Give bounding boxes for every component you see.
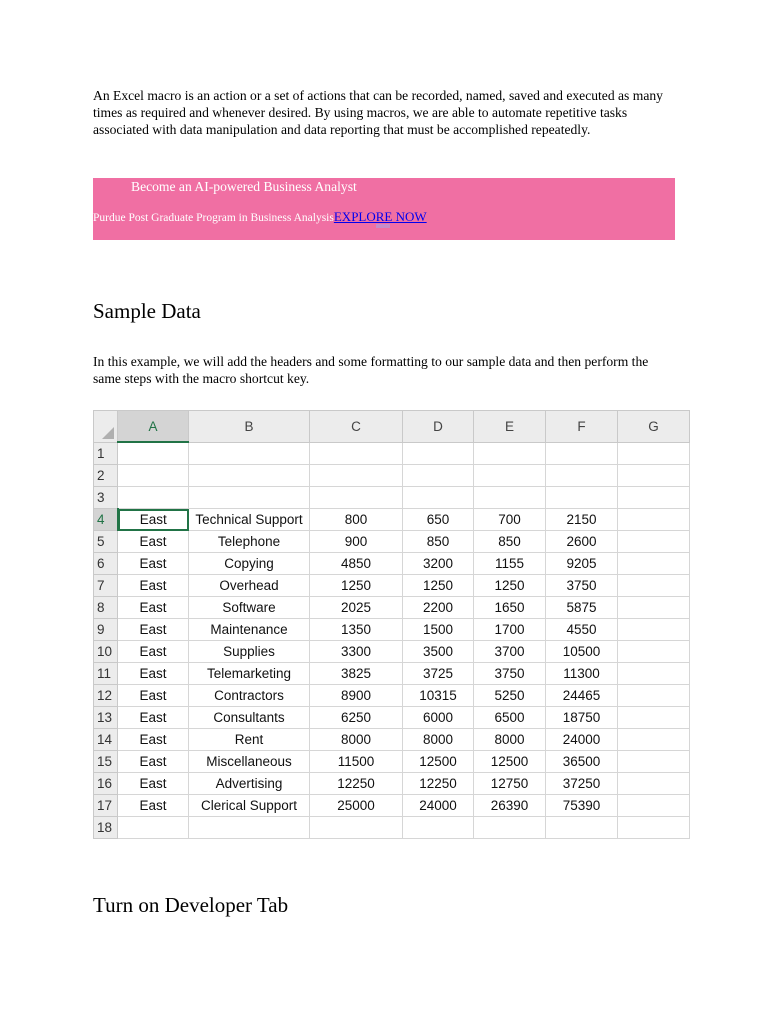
cell-d3[interactable]	[403, 487, 474, 509]
cell-a14[interactable]: East	[118, 729, 189, 751]
table-row	[94, 509, 690, 531]
row-header-6[interactable]: 6	[94, 553, 118, 575]
cell-e15[interactable]: 12500	[474, 751, 546, 773]
table-row	[94, 641, 690, 663]
table-row	[94, 575, 690, 597]
cell-e3[interactable]	[474, 487, 546, 509]
cell-a12[interactable]: East	[118, 685, 189, 707]
cell-c17[interactable]: 25000	[310, 795, 403, 817]
column-header-c[interactable]: C	[310, 411, 403, 443]
cell-a2[interactable]	[118, 465, 189, 487]
cell-e9[interactable]: 1700	[474, 619, 546, 641]
cell-b14[interactable]: Rent	[189, 729, 310, 751]
cell-a8[interactable]: East	[118, 597, 189, 619]
column-header-a[interactable]: A	[118, 411, 189, 443]
promo-subtitle-line	[93, 209, 427, 225]
cell-f18[interactable]	[546, 817, 618, 839]
cell-c4[interactable]: 800	[310, 509, 403, 531]
cell-f11[interactable]: 11300	[546, 663, 618, 685]
cell-g15[interactable]	[618, 751, 690, 773]
cell-e14[interactable]: 8000	[474, 729, 546, 751]
cell-c11[interactable]: 3825	[310, 663, 403, 685]
cell-b13[interactable]: Consultants	[189, 707, 310, 729]
cell-f4[interactable]: 2150	[546, 509, 618, 531]
cell-d13[interactable]: 6000	[403, 707, 474, 729]
cell-f16[interactable]: 37250	[546, 773, 618, 795]
cell-c6[interactable]: 4850	[310, 553, 403, 575]
select-all-corner[interactable]	[94, 411, 118, 443]
cell-c12[interactable]: 8900	[310, 685, 403, 707]
cell-f7[interactable]: 3750	[546, 575, 618, 597]
select-all-triangle-icon	[102, 427, 114, 439]
table-row	[94, 487, 690, 509]
promo-title: Become an AI-powered Business Analyst	[131, 179, 357, 194]
table-row	[94, 619, 690, 641]
cell-d14[interactable]: 8000	[403, 729, 474, 751]
cell-f12[interactable]: 24465	[546, 685, 618, 707]
table-row	[94, 817, 690, 839]
cell-a18[interactable]	[118, 817, 189, 839]
table-row	[94, 531, 690, 553]
table-row	[94, 465, 690, 487]
cell-d12[interactable]: 10315	[403, 685, 474, 707]
table-row	[94, 729, 690, 751]
sample-data-paragraph: In this example, we will add the headers and some formatting to our sample data and then perform the same steps with the macro shortcut key.	[93, 354, 649, 386]
cell-g4[interactable]	[618, 509, 690, 531]
column-header-g[interactable]: G	[618, 411, 690, 443]
cell-f3[interactable]	[546, 487, 618, 509]
table-row	[94, 663, 690, 685]
cell-c14[interactable]: 8000	[310, 729, 403, 751]
cell-g12[interactable]	[618, 685, 690, 707]
cell-g13[interactable]	[618, 707, 690, 729]
cell-a13[interactable]: East	[118, 707, 189, 729]
row-header-10[interactable]: 10	[94, 641, 118, 663]
cell-f8[interactable]: 5875	[546, 597, 618, 619]
cell-b12[interactable]: Contractors	[189, 685, 310, 707]
cell-e11[interactable]: 3750	[474, 663, 546, 685]
cell-b8[interactable]: Software	[189, 597, 310, 619]
cell-d4[interactable]: 650	[403, 509, 474, 531]
row-header-16[interactable]: 16	[94, 773, 118, 795]
cell-b15[interactable]: Miscellaneous	[189, 751, 310, 773]
cell-g2[interactable]	[618, 465, 690, 487]
table-row	[94, 707, 690, 729]
cell-f17[interactable]: 75390	[546, 795, 618, 817]
cell-a16[interactable]: East	[118, 773, 189, 795]
row-header-17[interactable]: 17	[94, 795, 118, 817]
cell-b9[interactable]: Maintenance	[189, 619, 310, 641]
cell-d8[interactable]: 2200	[403, 597, 474, 619]
cell-c8[interactable]: 2025	[310, 597, 403, 619]
cell-c9[interactable]: 1350	[310, 619, 403, 641]
cell-d16[interactable]: 12250	[403, 773, 474, 795]
cell-b11[interactable]: Telemarketing	[189, 663, 310, 685]
promo-subtitle: Purdue Post Graduate Program in Business Analysis	[93, 212, 334, 224]
cell-d5[interactable]: 850	[403, 531, 474, 553]
column-header-f[interactable]: F	[546, 411, 618, 443]
cell-e4[interactable]: 700	[474, 509, 546, 531]
promo-link-decoration	[376, 224, 390, 228]
table-row	[94, 685, 690, 707]
cell-g14[interactable]	[618, 729, 690, 751]
spreadsheet-screenshot	[93, 410, 691, 834]
cell-d2[interactable]	[403, 465, 474, 487]
row-header-18[interactable]: 18	[94, 817, 118, 839]
table-row	[94, 553, 690, 575]
cell-e8[interactable]: 1650	[474, 597, 546, 619]
cell-g6[interactable]	[618, 553, 690, 575]
cell-b4[interactable]: Technical Support	[189, 509, 310, 531]
cell-f10[interactable]: 10500	[546, 641, 618, 663]
cell-d17[interactable]: 24000	[403, 795, 474, 817]
cell-e1[interactable]	[474, 442, 546, 465]
cell-d15[interactable]: 12500	[403, 751, 474, 773]
cell-f2[interactable]	[546, 465, 618, 487]
row-header-3[interactable]: 3	[94, 487, 118, 509]
cell-f9[interactable]: 4550	[546, 619, 618, 641]
cell-g11[interactable]	[618, 663, 690, 685]
promo-banner[interactable]	[93, 178, 675, 240]
row-header-15[interactable]: 15	[94, 751, 118, 773]
cell-d7[interactable]: 1250	[403, 575, 474, 597]
table-row	[94, 751, 690, 773]
cell-c5[interactable]: 900	[310, 531, 403, 553]
cell-e17[interactable]: 26390	[474, 795, 546, 817]
spreadsheet-grid	[93, 410, 690, 839]
row-header-8[interactable]: 8	[94, 597, 118, 619]
cell-d1[interactable]	[403, 442, 474, 465]
cell-e5[interactable]: 850	[474, 531, 546, 553]
cell-e10[interactable]: 3700	[474, 641, 546, 663]
row-header-4[interactable]: 4	[94, 509, 118, 531]
cell-f5[interactable]: 2600	[546, 531, 618, 553]
cell-e6[interactable]: 1155	[474, 553, 546, 575]
cell-a9[interactable]: East	[118, 619, 189, 641]
cell-g10[interactable]	[618, 641, 690, 663]
cell-d6[interactable]: 3200	[403, 553, 474, 575]
cell-f1[interactable]	[546, 442, 618, 465]
cell-e7[interactable]: 1250	[474, 575, 546, 597]
cell-e13[interactable]: 6500	[474, 707, 546, 729]
developer-tab-heading: Turn on Developer Tab	[93, 893, 289, 917]
cell-g16[interactable]	[618, 773, 690, 795]
cell-g5[interactable]	[618, 531, 690, 553]
cell-g17[interactable]	[618, 795, 690, 817]
row-header-5[interactable]: 5	[94, 531, 118, 553]
explore-now-link[interactable]: EXPLORE NOW	[333, 209, 427, 224]
cell-g8[interactable]	[618, 597, 690, 619]
cell-a17[interactable]: East	[118, 795, 189, 817]
table-row	[94, 442, 690, 465]
cell-b6[interactable]: Copying	[189, 553, 310, 575]
row-header-9[interactable]: 9	[94, 619, 118, 641]
row-header-13[interactable]: 13	[94, 707, 118, 729]
column-header-b[interactable]: B	[189, 411, 310, 443]
cell-e2[interactable]	[474, 465, 546, 487]
column-header-d[interactable]: D	[403, 411, 474, 443]
row-header-1[interactable]: 1	[94, 442, 118, 465]
cell-a5[interactable]: East	[118, 531, 189, 553]
row-header-11[interactable]: 11	[94, 663, 118, 685]
cell-c3[interactable]	[310, 487, 403, 509]
cell-c13[interactable]: 6250	[310, 707, 403, 729]
cell-c1[interactable]	[310, 442, 403, 465]
cell-a1[interactable]	[118, 442, 189, 465]
cell-b5[interactable]: Telephone	[189, 531, 310, 553]
cell-b3[interactable]	[189, 487, 310, 509]
cell-g18[interactable]	[618, 817, 690, 839]
cell-g7[interactable]	[618, 575, 690, 597]
cell-d18[interactable]	[403, 817, 474, 839]
cell-b2[interactable]	[189, 465, 310, 487]
cell-g3[interactable]	[618, 487, 690, 509]
cell-a7[interactable]: East	[118, 575, 189, 597]
cell-f15[interactable]: 36500	[546, 751, 618, 773]
cell-c7[interactable]: 1250	[310, 575, 403, 597]
cell-c2[interactable]	[310, 465, 403, 487]
cell-d11[interactable]: 3725	[403, 663, 474, 685]
cell-b10[interactable]: Supplies	[189, 641, 310, 663]
cell-a6[interactable]: East	[118, 553, 189, 575]
table-row	[94, 773, 690, 795]
cell-e18[interactable]	[474, 817, 546, 839]
cell-g1[interactable]	[618, 442, 690, 465]
row-header-2[interactable]: 2	[94, 465, 118, 487]
cell-c16[interactable]: 12250	[310, 773, 403, 795]
row-header-14[interactable]: 14	[94, 729, 118, 751]
cell-a3[interactable]	[118, 487, 189, 509]
cell-f14[interactable]: 24000	[546, 729, 618, 751]
cell-b7[interactable]: Overhead	[189, 575, 310, 597]
cell-b17[interactable]: Clerical Support	[189, 795, 310, 817]
sample-data-heading: Sample Data	[93, 299, 201, 323]
cell-b16[interactable]: Advertising	[189, 773, 310, 795]
cell-g9[interactable]	[618, 619, 690, 641]
column-header-e[interactable]: E	[474, 411, 546, 443]
row-header-12[interactable]: 12	[94, 685, 118, 707]
cell-c18[interactable]	[310, 817, 403, 839]
cell-d9[interactable]: 1500	[403, 619, 474, 641]
table-row	[94, 597, 690, 619]
cell-a11[interactable]: East	[118, 663, 189, 685]
row-header-7[interactable]: 7	[94, 575, 118, 597]
cell-a4[interactable]: East	[118, 509, 189, 531]
cell-e12[interactable]: 5250	[474, 685, 546, 707]
cell-f6[interactable]: 9205	[546, 553, 618, 575]
cell-f13[interactable]: 18750	[546, 707, 618, 729]
cell-b1[interactable]	[189, 442, 310, 465]
table-row	[94, 795, 690, 817]
cell-a10[interactable]: East	[118, 641, 189, 663]
cell-c10[interactable]: 3300	[310, 641, 403, 663]
cell-e16[interactable]: 12750	[474, 773, 546, 795]
cell-d10[interactable]: 3500	[403, 641, 474, 663]
cell-b18[interactable]	[189, 817, 310, 839]
intro-paragraph: An Excel macro is an action or a set of actions that can be recorded, named, saved and executed as many times as required and whenever desired. By using macros, we are able to automate repetitive tasks associated with data manipulation and data reporting that must be accomplished repeatedly.	[93, 88, 663, 137]
cell-a15[interactable]: East	[118, 751, 189, 773]
cell-c15[interactable]: 11500	[310, 751, 403, 773]
